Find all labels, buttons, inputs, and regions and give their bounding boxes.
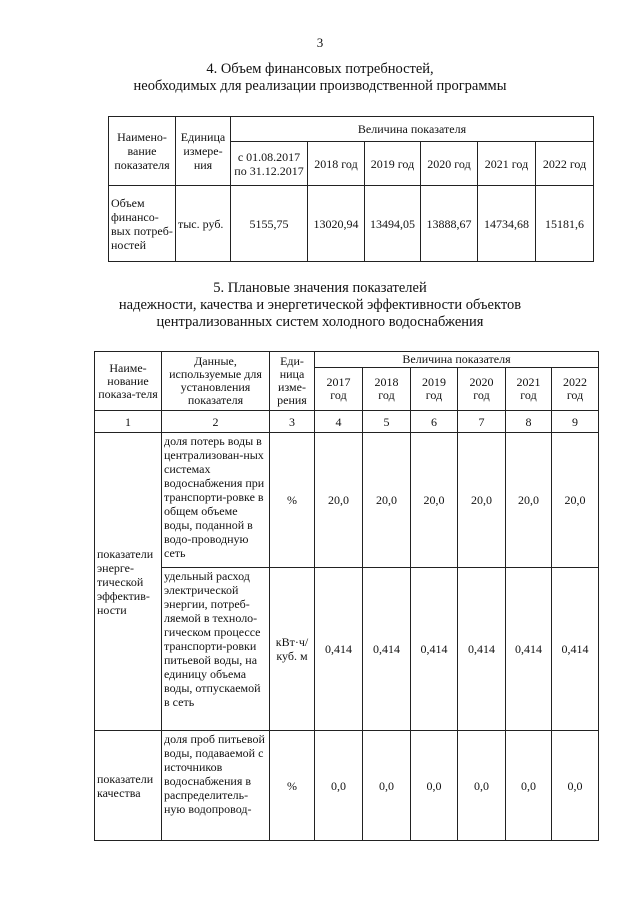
- indicator-data: доля потерь воды в централизован-ных системах водоснабжения при транспорти-ровке в общем объеме воды, поданной в водо-проводную сеть: [162, 433, 270, 568]
- indicator-value: 20,0: [552, 433, 599, 568]
- indicator-value: 0,414: [411, 568, 458, 731]
- header-data: Данные, используемые для установления показателя: [162, 352, 270, 411]
- indicator-value: 20,0: [363, 433, 411, 568]
- section-5-title: [0, 280, 640, 331]
- header-period: 2018 год: [308, 142, 365, 186]
- header-unit: Еди-ница изме-рения: [270, 352, 315, 411]
- indicator-value: 0,0: [315, 731, 363, 841]
- indicator-value: 0,0: [458, 731, 506, 841]
- header-year: 2020 год: [458, 368, 506, 411]
- indicator-value: 20,0: [506, 433, 552, 568]
- row-value: 13888,67: [421, 186, 478, 262]
- indicator-unit: %: [270, 433, 315, 568]
- group-name: показатели качества: [95, 731, 162, 841]
- column-number: 1: [95, 411, 162, 433]
- header-name: Наиме-нование показа-теля: [95, 352, 162, 411]
- section-5-title-line2: надежности, качества и энергетической эффективности объектов: [118, 297, 522, 313]
- section-4-title-line1: 4. Объем финансовых потребностей,: [206, 61, 434, 77]
- indicator-value: 0,414: [552, 568, 599, 731]
- header-unit: Единица измере-ния: [176, 117, 231, 186]
- section-4-title-line2: необходимых для реализации производственной программы: [133, 78, 507, 94]
- indicator-unit: %: [270, 731, 315, 841]
- group-name: показатели энерге-тической эффектив-ности: [95, 433, 162, 731]
- indicator-data: удельный расход электрической энергии, потреб-ляемой в техноло-гическом процессе транспорти-ровки питьевой воды, на единицу объема воды, отпускаемой в сеть: [162, 568, 270, 731]
- column-number: 7: [458, 411, 506, 433]
- header-name: Наимено-вание показателя: [109, 117, 176, 186]
- indicator-unit: кВт·ч/ куб. м: [270, 568, 315, 731]
- header-year: 2018 год: [363, 368, 411, 411]
- indicator-value: 0,0: [552, 731, 599, 841]
- header-year: 2021 год: [506, 368, 552, 411]
- indicator-data: доля проб питьевой воды, подаваемой с источников водоснабжения в распределитель-ную водопровод-: [162, 731, 270, 841]
- indicator-value: 20,0: [315, 433, 363, 568]
- indicators-table: [94, 351, 599, 841]
- header-period: 2019 год: [365, 142, 421, 186]
- indicator-value: 20,0: [458, 433, 506, 568]
- indicator-value: 0,0: [506, 731, 552, 841]
- header-period: 2020 год: [421, 142, 478, 186]
- column-number: 9: [552, 411, 599, 433]
- column-number: 2: [162, 411, 270, 433]
- header-value-group: Величина показателя: [315, 352, 599, 368]
- header-value-group: Величина показателя: [231, 117, 594, 142]
- indicator-value: 0,0: [411, 731, 458, 841]
- section-4-title: [0, 61, 640, 95]
- row-value: 5155,75: [231, 186, 308, 262]
- header-year: 2022 год: [552, 368, 599, 411]
- header-period: 2021 год: [478, 142, 536, 186]
- column-number: 8: [506, 411, 552, 433]
- row-name: Объем финансо-вых потреб-ностей: [109, 186, 176, 262]
- row-value: 15181,6: [536, 186, 594, 262]
- row-value: 13494,05: [365, 186, 421, 262]
- indicator-value: 0,414: [458, 568, 506, 731]
- section-5-title-line1: 5. Плановые значения показателей: [213, 280, 427, 296]
- indicator-value: 0,0: [363, 731, 411, 841]
- section-5-title-line3: централизованных систем холодного водоснабжения: [156, 314, 484, 330]
- indicator-value: 0,414: [506, 568, 552, 731]
- row-value: 13020,94: [308, 186, 365, 262]
- page-number: 3: [316, 35, 324, 50]
- column-number: 5: [363, 411, 411, 433]
- column-number: 3: [270, 411, 315, 433]
- financial-needs-table: [108, 116, 594, 262]
- column-number: 4: [315, 411, 363, 433]
- indicator-value: 0,414: [315, 568, 363, 731]
- header-year: 2019 год: [411, 368, 458, 411]
- header-period: 2022 год: [536, 142, 594, 186]
- row-value: 14734,68: [478, 186, 536, 262]
- indicator-value: 0,414: [363, 568, 411, 731]
- column-number: 6: [411, 411, 458, 433]
- header-year: 2017 год: [315, 368, 363, 411]
- indicator-value: 20,0: [411, 433, 458, 568]
- header-period: с 01.08.2017 по 31.12.2017: [231, 142, 308, 186]
- row-unit: тыс. руб.: [176, 186, 231, 262]
